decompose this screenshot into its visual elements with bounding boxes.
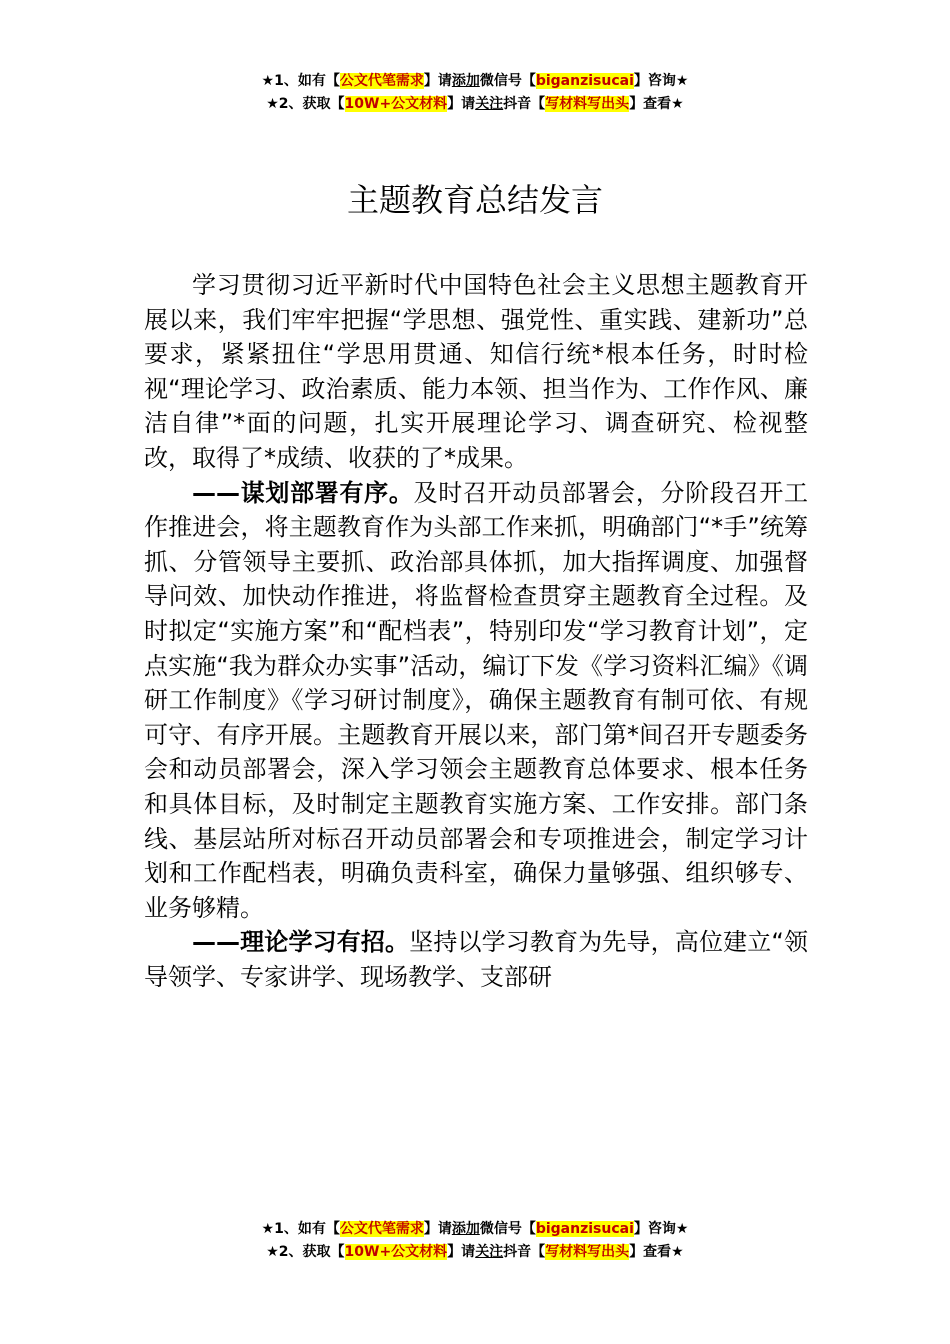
footer-highlight-materials: 10W+公文材料 <box>344 1244 448 1260</box>
footer-highlight-writing-service: 公文代笔需求 <box>339 1221 424 1237</box>
footer-banner <box>0 1218 950 1264</box>
banner-line-1: ★1、如有【公文代笔需求】请添加微信号【biganzisucai】咨询★ <box>261 73 689 89</box>
paragraph-theory-text: 坚持以学习教育为先导，高位建立“领导领学、专家讲学、现场教学、支部研 <box>144 928 808 991</box>
paragraph-planning-text: 及时召开动员部署会，分阶段召开工作推进会，将主题教育作为头部工作来抓，明确部门“*手”统筹抓、分管领导主要抓、政治部具体抓，加大指挥调度、加强督导问效、加快动作推进，将监督检查贯穿主题教育全过程。及时拟定“实施方案”和“配档表”，特别印发“学习教育计划”，定点实施“我为群众办实事”活动，编订下发《学习资料汇编》《调研工作制度》《学习研讨制度》，确保主题教育有制可依、有规可守、有序开展。主题教育开展以来，部门第*间召开专题委务会和动员部署会，深入学习领会主题教育总体要求、根本任务和具体目标，及时制定主题教育实施方案、工作安排。部门条线、基层站所对标召开动员部署会和专项推进会，制定学习计划和工作配档表，明确负责科室，确保力量够强、组织够专、业务够精。 <box>144 478 809 922</box>
highlight-douyin-account: 写材料写出头 <box>545 96 630 112</box>
highlight-materials: 10W+公文材料 <box>344 96 448 112</box>
paragraph-theory-lead: ——理论学习有招。 <box>192 928 410 957</box>
paragraph-theory <box>144 925 808 994</box>
document-title: 主题教育总结发言 <box>346 181 603 219</box>
highlight-writing-service: 公文代笔需求 <box>339 73 424 89</box>
header-banner <box>0 70 950 116</box>
paragraph-planning <box>144 476 808 926</box>
highlight-wechat-id: biganzisucai <box>535 73 634 89</box>
footer-highlight-wechat-id: biganzisucai <box>535 1221 634 1237</box>
document-body <box>144 268 808 994</box>
paragraph-planning-lead: ——谋划部署有序。 <box>192 478 414 507</box>
footer-highlight-douyin-account: 写材料写出头 <box>545 1244 630 1260</box>
paragraph-intro: 学习贯彻习近平新时代中国特色社会主义思想主题教育开展以来，我们牢牢把握“学思想、强党性、重实践、建新功”总要求，紧紧扭住“学思用贯通、知信行统*根本任务，时时检视“理论学习、政治素质、能力本领、担当作为、工作作风、廉洁自律”*面的问题，扎实开展理论学习、调查研究、检视整改，取得了*成绩、收获的了*成果。 <box>144 271 808 472</box>
footer-line-2: ★2、获取【10W+公文材料】请关注抖音【写材料写出头】查看★ <box>266 1244 684 1260</box>
footer-line-1: ★1、如有【公文代笔需求】请添加微信号【biganzisucai】咨询★ <box>261 1221 689 1237</box>
banner-line-2: ★2、获取【10W+公文材料】请关注抖音【写材料写出头】查看★ <box>266 96 684 112</box>
